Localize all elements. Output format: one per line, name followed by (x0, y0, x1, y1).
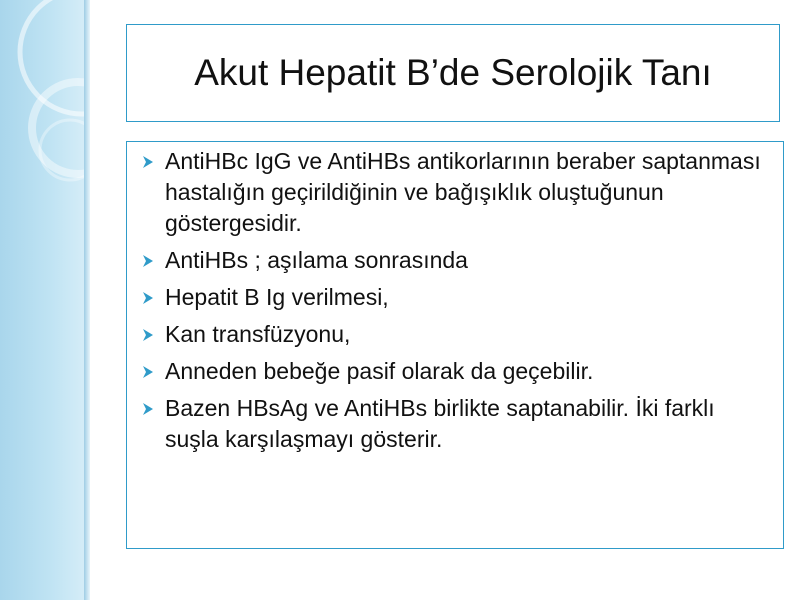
circle-arc-decoration-icon (0, 0, 90, 600)
bullet-text: Bazen HBsAg ve AntiHBs birlikte saptanabilir. İki farklı suşla karşılaşmayı gösterir. (165, 395, 715, 452)
content-box (126, 141, 784, 549)
arrow-right-icon (141, 254, 155, 268)
bullet-item (139, 282, 771, 313)
arrow-right-icon (141, 291, 155, 305)
band-edge (84, 0, 90, 600)
arrow-right-icon (141, 155, 155, 169)
bullet-item (139, 146, 771, 239)
bullet-item (139, 356, 771, 387)
bullet-item (139, 319, 771, 350)
title-box (126, 24, 780, 122)
bullet-text: Anneden bebeğe pasif olarak da geçebilir. (165, 358, 594, 384)
bullet-list (139, 146, 771, 455)
arrow-right-icon (141, 328, 155, 342)
slide-title: Akut Hepatit B’de Serolojik Tanı (194, 52, 712, 93)
left-decorative-band (0, 0, 90, 600)
bullet-item (139, 393, 771, 455)
arrow-right-icon (141, 402, 155, 416)
bullet-text: Hepatit B Ig verilmesi, (165, 284, 389, 310)
bullet-item (139, 245, 771, 276)
arrow-right-icon (141, 365, 155, 379)
bullet-text: AntiHBc IgG ve AntiHBs antikorlarının beraber saptanması hastalığın geçirildiğinin ve bağışıklık oluştuğunun göstergesidir. (165, 148, 761, 236)
bullet-text: AntiHBs ; aşılama sonrasında (165, 247, 468, 273)
bullet-text: Kan transfüzyonu, (165, 321, 351, 347)
